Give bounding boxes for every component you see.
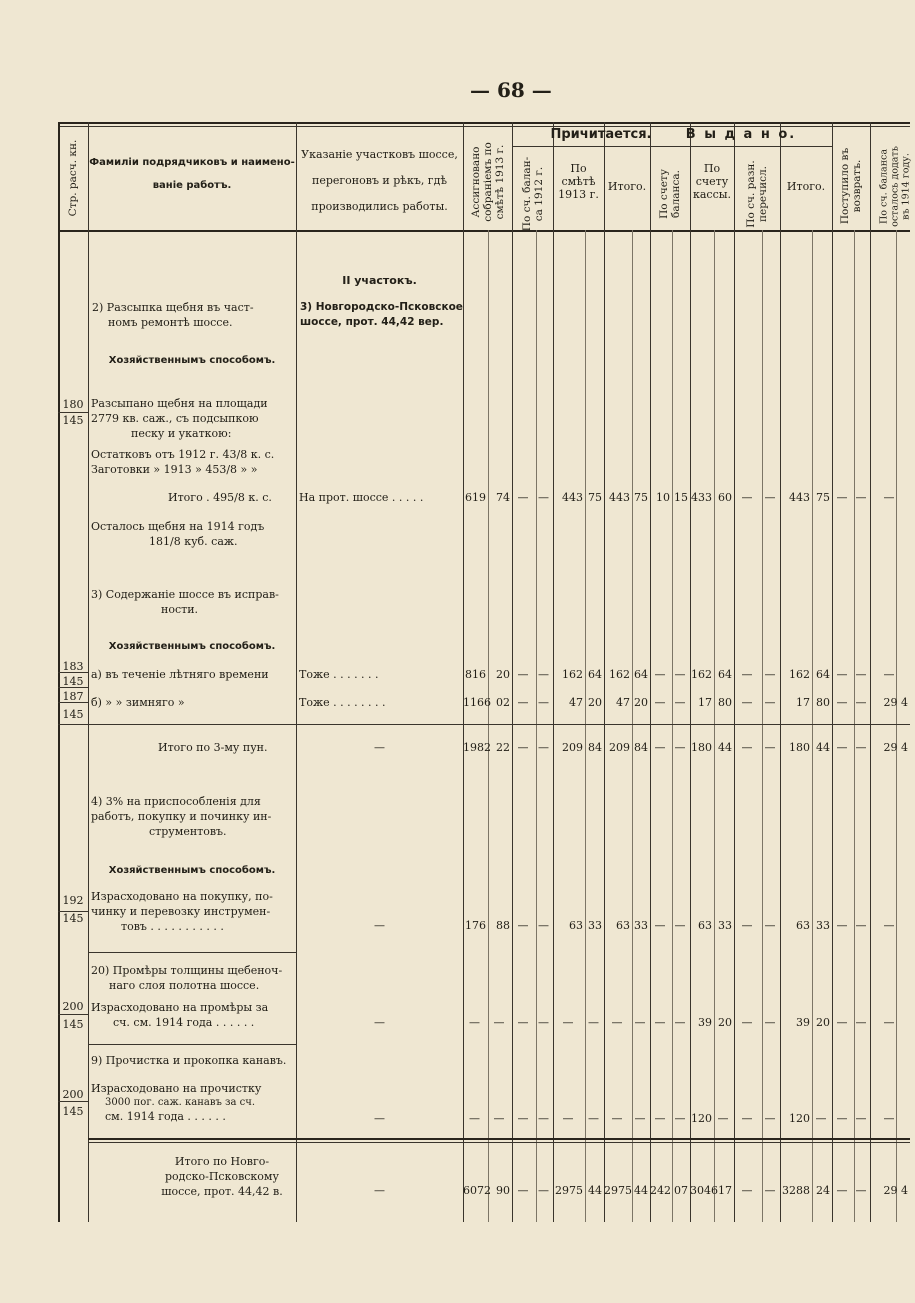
cell-due-total-rub: 209 [609, 741, 630, 754]
cell-assigned-rub: — [469, 1112, 480, 1125]
cell-paid-total-kop: — [815, 1112, 827, 1125]
item-4-line: 4) 3% на приспособленія для [91, 795, 261, 808]
cell-due-bal-rub: — [517, 1112, 529, 1125]
cell-returned-rub: — [836, 919, 848, 932]
cell-returned-rub: — [836, 668, 848, 681]
header-remain [879, 137, 912, 237]
cell-paid-bal-kop: — [674, 668, 686, 681]
header-paid-cash-line: счету [695, 175, 729, 188]
road-name-line: шоссе, прот. 44,42 вер. [300, 316, 444, 328]
ref-page: 145 [62, 1105, 84, 1118]
row-4-location: — [374, 919, 385, 932]
cell-returned-rub: — [836, 696, 848, 709]
ref-page: 145 [62, 708, 84, 721]
cell-paid-diff-rub: — [741, 668, 753, 681]
item-20-title [91, 963, 282, 993]
cell-paid-diff-kop: — [764, 741, 776, 754]
cell-paid-cash-kop: 33 [718, 919, 732, 932]
row-1-remaining-line: Осталось щебня на 1914 годъ [91, 520, 265, 533]
cell-returned-kop: — [855, 919, 867, 932]
header-paid-diff-line: перечисл. [757, 166, 769, 222]
cell-assigned-rub: 619 [465, 491, 486, 504]
cell-due-bal-kop: — [538, 919, 549, 932]
cell-due-total-kop: 20 [634, 696, 648, 709]
cell-paid-cash-kop: 17 [718, 1184, 732, 1197]
cell-due-bal-rub: — [517, 1016, 529, 1029]
cell-due-bal-rub: — [517, 919, 529, 932]
row-1-remaining [91, 519, 264, 549]
header-paid-cash-line: По [703, 162, 721, 175]
cell-assigned-rub: 176 [465, 919, 486, 932]
cell-due-est-rub: — [562, 1112, 574, 1125]
cell-due-total-kop: — [634, 1016, 646, 1029]
cell-due-bal-kop: — [538, 696, 549, 709]
item-2-line: 2) Разсыпка щебня въ част- [92, 301, 254, 314]
ref-page: 145 [62, 1018, 84, 1031]
cell-due-bal-rub: — [517, 491, 529, 504]
row-1-rest-1912: Остатковъ отъ 1912 г. 43/8 к. с. [91, 448, 275, 461]
cell-returned-kop: — [855, 741, 867, 754]
cell-due-total-kop: 84 [634, 741, 648, 754]
econ-method-heading: Хозяйственнымъ способомъ. [108, 641, 276, 652]
cell-remain: 29 4 [883, 741, 908, 754]
cell-due-total-rub: — [611, 1112, 623, 1125]
cell-paid-bal-kop: — [674, 696, 686, 709]
cell-paid-total-rub: 162 [789, 668, 810, 681]
cell-due-bal-kop: — [538, 1112, 549, 1125]
cell-due-est-rub: — [562, 1016, 574, 1029]
cell-paid-diff-rub: — [741, 741, 753, 754]
cell-paid-bal-kop: — [674, 741, 686, 754]
cell-assigned-kop: — [493, 1112, 505, 1125]
cell-due-total-rub: — [611, 1016, 623, 1029]
header-sections-line: Указаніе участковъ шоссе, [301, 148, 458, 161]
header-remain-line: осталось додать [889, 146, 901, 227]
cell-paid-bal-kop: — [674, 1016, 686, 1029]
ref-page: 145 [62, 912, 84, 925]
cell-paid-diff-rub: — [741, 1112, 753, 1125]
ref-page: 145 [62, 414, 84, 427]
ref-page: 183 [62, 660, 84, 673]
item-2-line: номъ ремонтѣ шоссе. [108, 316, 233, 329]
header-due-balance-line: са 1912 г. [533, 166, 545, 222]
cell-paid-diff-kop: — [764, 1184, 776, 1197]
item-2-title [92, 300, 254, 330]
cell-due-bal-kop: — [538, 741, 549, 754]
cell-paid-total-rub: 180 [789, 741, 810, 754]
cell-due-total-kop: 64 [634, 668, 648, 681]
econ-method-heading: Хозяйственнымъ способомъ. [108, 355, 276, 366]
cell-assigned-rub: 1166 [463, 696, 491, 709]
cell-paid-bal-rub: — [654, 668, 666, 681]
cell-paid-cash-rub: 39 [698, 1016, 712, 1029]
cell-due-bal-rub: — [517, 1184, 529, 1197]
cell-paid-total-rub: 63 [796, 919, 810, 932]
cell-paid-bal-kop: 15 [674, 491, 688, 504]
cell-paid-diff-rub: — [741, 919, 753, 932]
cell-paid-cash-rub: 162 [691, 668, 712, 681]
row-4-line: Израсходовано на покупку, по- [91, 890, 273, 903]
item-20-line: наго слоя полотна шоссе. [109, 979, 260, 992]
cell-due-bal-rub: — [517, 696, 529, 709]
header-assigned-line: собраніемъ по [482, 142, 494, 222]
cell-due-bal-kop: — [538, 668, 549, 681]
cell-due-total-rub: 2975 [604, 1184, 632, 1197]
header-remain-line: въ 1914 году. [900, 153, 912, 220]
header-returned-line: Поступило въ [839, 147, 851, 225]
item-3-title [91, 587, 279, 617]
cell-returned-kop: — [855, 668, 867, 681]
ref-page: 180 [62, 398, 84, 411]
row-4-description [91, 889, 273, 934]
cell-paid-total-kop: 33 [816, 919, 830, 932]
cell-returned-rub: — [836, 1016, 848, 1029]
cell-assigned-kop: 20 [496, 668, 510, 681]
header-paid-cash [690, 162, 734, 201]
ledger-table [58, 122, 910, 1222]
row-1-line: песку и укаткою: [131, 427, 232, 440]
ref-page: 192 [62, 894, 84, 907]
grand-total-line: Итого по Новго- [174, 1155, 270, 1168]
header-due-estimate-line: смѣтѣ [561, 175, 596, 188]
row-5-description [91, 1000, 268, 1030]
cell-due-est-kop: 44 [588, 1184, 602, 1197]
cell-paid-cash-rub: 3046 [690, 1184, 718, 1197]
cell-paid-diff-kop: — [764, 491, 776, 504]
cell-paid-diff-kop: — [764, 919, 776, 932]
cell-due-est-rub: 2975 [555, 1184, 583, 1197]
header-paid-cash-line: кассы. [692, 188, 731, 201]
header-due-estimate-line: По [570, 162, 587, 175]
row-6-location: — [374, 1112, 385, 1125]
cell-paid-bal-rub: — [654, 1112, 666, 1125]
header-paid-balance-line: баланса. [670, 170, 682, 218]
grand-total-line: шоссе, прот. 44,42 в. [161, 1185, 283, 1198]
cell-due-total-rub: 47 [616, 696, 630, 709]
header-paid-balance-line: По счету [658, 169, 670, 219]
page-number: — 68 — [470, 78, 552, 102]
header-sections-line: перегоновъ и рѣкъ, гдѣ [312, 174, 447, 187]
item-3-line: ности. [161, 603, 199, 616]
cell-due-bal-kop: — [538, 491, 549, 504]
sector-title: II участокъ. [342, 274, 417, 287]
cell-returned-kop: — [855, 491, 867, 504]
item-4-title [91, 794, 271, 839]
cell-paid-total-rub: 39 [796, 1016, 810, 1029]
cell-paid-total-rub: 3288 [782, 1184, 810, 1197]
cell-paid-bal-kop: 07 [674, 1184, 688, 1197]
item-4-line: струментовъ. [149, 825, 227, 838]
cell-returned-kop: — [855, 696, 867, 709]
cell-paid-bal-rub: — [654, 919, 666, 932]
row-5-line: сч. см. 1914 года . . . . . . [113, 1016, 255, 1029]
cell-due-est-kop: 20 [588, 696, 602, 709]
header-due-total: Итого. [607, 180, 647, 193]
cell-assigned-rub: 6072 [463, 1184, 491, 1197]
total-item-3-label: Итого по 3-му пун. [158, 741, 268, 754]
cell-remain: 29 4 [883, 1184, 908, 1197]
cell-paid-cash-rub: 63 [698, 919, 712, 932]
cell-paid-total-rub: 443 [789, 491, 810, 504]
item-4-line: работъ, покупку и починку ин- [91, 810, 272, 823]
cell-paid-bal-kop: — [674, 1112, 686, 1125]
cell-due-est-kop: 64 [588, 668, 602, 681]
header-due-balance-line: По сч. балан- [521, 156, 533, 232]
row-6-line: Израсходовано на прочистку [91, 1082, 262, 1095]
row-1-total-label: Итого . 495/8 к. с. [168, 491, 272, 504]
cell-paid-cash-kop: — [717, 1112, 729, 1125]
header-returned [839, 141, 863, 231]
cell-paid-cash-kop: 64 [718, 668, 732, 681]
road-name-line: 3) Новгородско-Псковское [300, 301, 463, 313]
row-4-line: чинку и перевозку инструмен- [91, 905, 271, 918]
cell-returned-rub: — [836, 741, 848, 754]
cell-remain: — [883, 491, 895, 504]
cell-assigned-rub: 816 [465, 668, 486, 681]
cell-remain: — [883, 1016, 895, 1029]
cell-paid-diff-rub: — [741, 1016, 753, 1029]
cell-paid-bal-rub: — [654, 1016, 666, 1029]
cell-due-total-kop: — [634, 1112, 646, 1125]
header-assigned [470, 132, 506, 232]
cell-due-total-rub: 162 [609, 668, 630, 681]
cell-paid-diff-rub: — [741, 696, 753, 709]
cell-due-est-kop: 75 [588, 491, 602, 504]
row-1-description [91, 396, 268, 441]
cell-due-est-kop: 33 [588, 919, 602, 932]
header-ref: Стр. расч. кн. [67, 139, 79, 217]
header-due-estimate-line: 1913 г. [558, 188, 599, 201]
row-2-location: Тоже . . . . . . . [299, 668, 379, 681]
cell-paid-cash-rub: 120 [691, 1112, 712, 1125]
header-paid-balance [658, 149, 682, 239]
cell-paid-diff-kop: — [764, 1112, 776, 1125]
cell-paid-diff-rub: — [741, 1184, 753, 1197]
cell-paid-total-kop: 64 [816, 668, 830, 681]
row-6-line: см. 1914 года . . . . . . [105, 1110, 226, 1123]
cell-paid-bal-rub: 10 [656, 491, 670, 504]
row-6-line: 3000 пог. саж. канавъ за сч. [105, 1097, 256, 1108]
cell-returned-kop: — [855, 1112, 867, 1125]
row-1-line: Разсыпано щебня на площади [91, 397, 268, 410]
cell-paid-diff-rub: — [741, 491, 753, 504]
row-3-location: Тоже . . . . . . . . [299, 696, 386, 709]
row-1-location: На прот. шоссе . . . . . [299, 491, 424, 504]
cell-due-bal-rub: — [517, 741, 529, 754]
header-names-line: Фамиліи подрядчиковъ и наимено- [89, 157, 295, 168]
cell-due-bal-rub: — [517, 668, 529, 681]
cell-paid-cash-kop: 20 [718, 1016, 732, 1029]
econ-method-heading: Хозяйственнымъ способомъ. [108, 865, 276, 876]
cell-due-est-kop: — [588, 1016, 599, 1029]
row-4-line: товъ . . . . . . . . . . . [121, 920, 224, 933]
cell-paid-total-rub: 17 [796, 696, 810, 709]
cell-returned-rub: — [836, 1184, 848, 1197]
header-paid-total: Итого. [786, 180, 826, 193]
cell-due-total-kop: 33 [634, 919, 648, 932]
cell-paid-cash-kop: 80 [718, 696, 732, 709]
cell-due-bal-kop: — [538, 1016, 549, 1029]
cell-paid-total-rub: 120 [789, 1112, 810, 1125]
grand-total-location: — [374, 1184, 385, 1197]
cell-paid-bal-rub: — [654, 696, 666, 709]
header-due-balance [521, 149, 545, 239]
cell-due-total-rub: 63 [616, 919, 630, 932]
header-names-line: ваніе работъ. [152, 180, 232, 191]
item-9-title: 9) Прочистка и прокопка канавъ. [91, 1054, 287, 1067]
item-20-line: 20) Промѣры толщины щебеноч- [91, 964, 283, 977]
header-due-estimate [553, 162, 604, 201]
cell-remain: 29 4 [883, 696, 908, 709]
cell-due-total-kop: 44 [634, 1184, 648, 1197]
cell-due-est-rub: 47 [569, 696, 583, 709]
cell-paid-total-kop: 20 [816, 1016, 830, 1029]
cell-paid-total-kop: 75 [816, 491, 830, 504]
header-paid-diff [745, 149, 769, 239]
row-6-description [91, 1082, 261, 1124]
header-returned-line: возвратъ. [851, 159, 863, 213]
cell-assigned-kop: 02 [496, 696, 510, 709]
ref-page: 200 [62, 1000, 84, 1013]
cell-paid-diff-kop: — [764, 696, 776, 709]
cell-due-total-kop: 75 [634, 491, 648, 504]
grand-total-label [148, 1154, 296, 1199]
cell-paid-cash-rub: 180 [691, 741, 712, 754]
cell-assigned-rub: 1982 [463, 741, 491, 754]
header-sections-line: производились работы. [311, 200, 448, 213]
grand-total-line: родско-Псковскому [165, 1170, 279, 1183]
header-paid-diff-line: По сч. разн. [745, 160, 757, 228]
cell-assigned-kop: 88 [496, 919, 510, 932]
cell-due-est-kop: 84 [588, 741, 602, 754]
header-sections [296, 142, 463, 220]
row-1-remaining-line: 181/8 куб. саж. [149, 535, 238, 548]
header-assigned-line: Ассигновано [470, 146, 482, 218]
cell-assigned-kop: — [493, 1016, 505, 1029]
cell-paid-total-kop: 44 [816, 741, 830, 754]
ref-page: 200 [62, 1088, 84, 1101]
item-3-line: 3) Содержаніе шоссе въ исправ- [91, 588, 279, 601]
ref-page: 145 [62, 675, 84, 688]
cell-paid-bal-kop: — [674, 919, 686, 932]
cell-due-est-rub: 443 [562, 491, 583, 504]
cell-remain: — [883, 1112, 895, 1125]
header-group-due: Причитается. [550, 127, 652, 142]
cell-due-est-rub: 209 [562, 741, 583, 754]
cell-assigned-kop: 90 [496, 1184, 510, 1197]
header-names [88, 156, 296, 192]
cell-assigned-kop: 22 [496, 741, 510, 754]
row-5-location: — [374, 1016, 385, 1029]
cell-paid-cash-kop: 60 [718, 491, 732, 504]
road-name [300, 300, 463, 330]
cell-returned-rub: — [836, 491, 848, 504]
row-3-description: б) » » зимняго » [91, 696, 185, 709]
cell-paid-bal-rub: — [654, 741, 666, 754]
cell-returned-rub: — [836, 1112, 848, 1125]
cell-remain: — [883, 668, 895, 681]
row-1-line: 2779 кв. саж., съ подсыпкою [91, 412, 259, 425]
ref-page: 187 [62, 690, 84, 703]
cell-paid-diff-kop: — [764, 1016, 776, 1029]
cell-assigned-rub: — [469, 1016, 480, 1029]
cell-due-total-rub: 443 [609, 491, 630, 504]
header-assigned-line: смѣтѣ 1913 г. [494, 144, 506, 220]
header-group-paid: В ы д а н о. [685, 127, 797, 142]
cell-assigned-kop: 74 [496, 491, 510, 504]
cell-paid-total-kop: 24 [816, 1184, 830, 1197]
cell-paid-cash-rub: 433 [691, 491, 712, 504]
cell-remain: — [883, 919, 895, 932]
cell-due-est-kop: — [588, 1112, 599, 1125]
total-item-3-location: — [374, 741, 385, 754]
row-2-description: а) въ теченіе лѣтняго времени [91, 668, 269, 681]
cell-paid-cash-rub: 17 [698, 696, 712, 709]
cell-paid-total-kop: 80 [816, 696, 830, 709]
cell-paid-cash-kop: 44 [718, 741, 732, 754]
cell-returned-kop: — [855, 1184, 867, 1197]
cell-paid-diff-kop: — [764, 668, 776, 681]
row-5-line: Израсходовано на промѣры за [91, 1001, 269, 1014]
header-remain-line: По сч. баланса [878, 148, 890, 225]
cell-paid-bal-rub: 242 [650, 1184, 671, 1197]
cell-due-est-rub: 63 [569, 919, 583, 932]
cell-returned-kop: — [855, 1016, 867, 1029]
cell-due-bal-kop: — [538, 1184, 549, 1197]
cell-due-est-rub: 162 [562, 668, 583, 681]
row-1-stock-1913: Заготовки » 1913 » 453/8 » » [91, 463, 258, 476]
